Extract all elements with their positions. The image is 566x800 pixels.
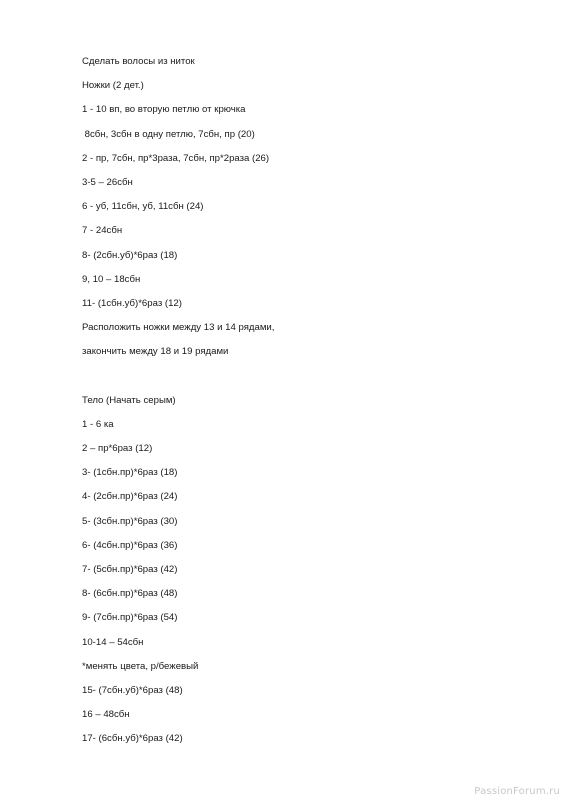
watermark: PassionForum.ru	[474, 786, 560, 797]
section-heading: Тело (Начать серым)	[82, 394, 176, 406]
text-line: 10-14 – 54сбн	[82, 636, 144, 648]
text-line: 8сбн, 3сбн в одну петлю, 7сбн, пр (20)	[82, 128, 255, 140]
text-line: 6- (4сбн.пр)*6раз (36)	[82, 539, 178, 551]
text-line: 15- (7сбн.уб)*6раз (48)	[82, 684, 183, 696]
text-line: Ножки (2 дет.)	[82, 80, 144, 92]
text-line: 7 - 24сбн	[82, 225, 123, 237]
text-line: 9, 10 – 18сбн	[82, 273, 141, 285]
blank-line	[82, 370, 542, 394]
text-line: 8- (2сбн.уб)*6раз (18)	[82, 249, 178, 261]
text-line: 4- (2сбн.пр)*6раз (24)	[82, 491, 178, 503]
text-line: 17- (6сбн.уб)*6раз (42)	[82, 733, 183, 745]
text-line: 3- (1сбн.пр)*6раз (18)	[82, 467, 178, 479]
text-line: 9- (7сбн.пр)*6раз (54)	[82, 612, 178, 624]
text-line: 2 - пр, 7сбн, пр*3раза, 7сбн, пр*2раза (26)	[82, 152, 270, 164]
text-line: Сделать волосы из ниток	[82, 56, 195, 67]
text-line: 7- (5сбн.пр)*6раз (42)	[82, 563, 178, 575]
text-line: Расположить ножки между 13 и 14 рядами,	[82, 322, 275, 334]
text-line: 16 – 48сбн	[82, 709, 130, 721]
text-line: 8- (6сбн.пр)*6раз (48)	[82, 588, 178, 600]
document-text	[82, 56, 542, 757]
text-line: 1 - 6 ка	[82, 418, 114, 430]
text-line: 3-5 – 26сбн	[82, 176, 133, 188]
text-line: 11- (1сбн.уб)*6раз (12)	[82, 297, 182, 309]
text-line: 6 - уб, 11сбн, уб, 11сбн (24)	[82, 201, 204, 213]
text-line: *менять цвета, р/бежевый	[82, 660, 199, 672]
text-line: 5- (3сбн.пр)*6раз (30)	[82, 515, 178, 527]
text-line: 2 – пр*6раз (12)	[82, 443, 153, 454]
text-line: 1 - 10 вп, во вторую петлю от крючка	[82, 104, 246, 116]
text-line: закончить между 18 и 19 рядами	[82, 346, 229, 358]
